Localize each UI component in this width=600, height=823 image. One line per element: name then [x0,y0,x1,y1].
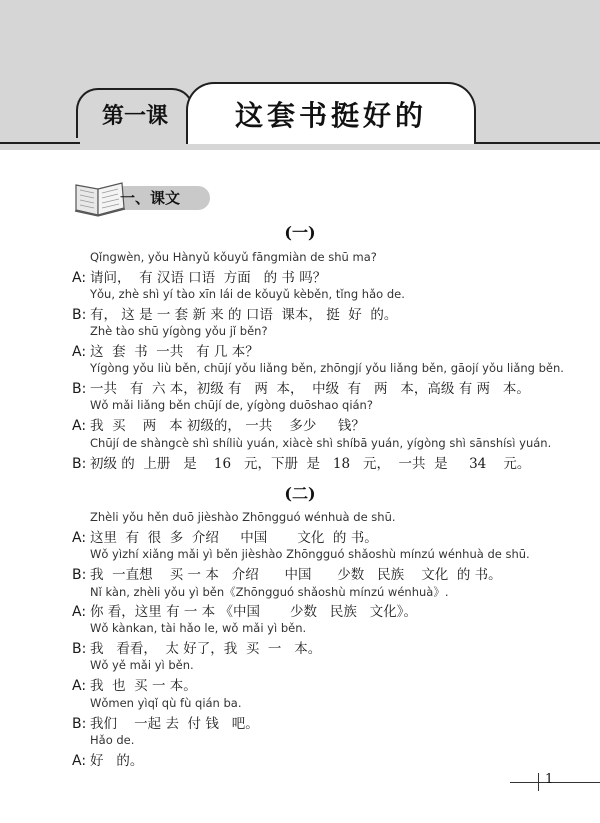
part-heading: (一) [284,223,316,242]
lesson-number-tab [76,88,194,138]
part-heading: (二) [284,484,316,503]
pinyin-line: Wǒ yìzhí xiǎng mǎi yì běn jièshào Zhōngguó shǎoshù mínzú wénhuà de shū. [90,547,530,561]
dialogue-line [72,414,365,434]
hanzi-text: 这 套 书 一共 有 几 本？ [90,344,259,360]
pinyin-line: Yǒu, zhè shì yí tào xīn lái de kǒuyǔ kèběn, tǐng hǎo de. [90,287,405,301]
dialogue-line [72,266,326,286]
header-rule-right [472,142,600,144]
hanzi-text: 我 买 两 本 初级的， 一共 多少 钱？ [90,418,365,434]
speaker-label: A: [72,270,87,286]
hanzi-text: 我们 一起 去 付 钱 吧。 [90,716,259,732]
dialogue-line [72,340,259,360]
dialogue-line [72,303,397,323]
dialogue-line [72,749,143,769]
lesson-title-tab [186,82,476,144]
dialogue-line [72,637,321,657]
hanzi-text: 这里 有 很 多 介绍 中国 文化 的 书。 [90,530,378,546]
dialogue-line [72,526,378,546]
pinyin-line: Chūjí de shàngcè shì shíliù yuán, xiàcè shì shíbā yuán, yígòng shì sānshísì yuán. [90,436,552,450]
pinyin-line: Zhè tào shū yígòng yǒu jǐ běn? [90,324,268,338]
speaker-label: A: [72,530,87,546]
hanzi-text: 我 一直想 买 一 本 介绍 中国 少数 民族 文化 的 书。 [90,567,502,583]
hanzi-text: 一共 有 六 本，初级 有 两 本， 中级 有 两 本，高级 有 两 本。 [90,381,530,397]
pinyin-line: Wǒ mǎi liǎng běn chūjí de, yígòng duōshao qián? [90,398,373,412]
hanzi-text: 好 的。 [90,753,144,769]
pinyin-line: Wǒmen yìqǐ qù fù qián ba. [90,696,242,710]
section-heading [72,175,212,219]
section-label: 一、课文 [120,189,181,207]
hanzi-text: 初级 的 上册 是 16 元，下册 是 18 元， 一共 是 34 元。 [90,456,531,472]
header-rule-left [0,142,80,144]
lesson-title: 这套书挺好的 [234,99,427,132]
footer-divider [538,773,539,791]
pinyin-line: Wǒ yě mǎi yì běn. [90,658,194,672]
pinyin-line: Qǐngwèn, yǒu Hànyǔ kǒuyǔ fāngmiàn de shū ma? [90,250,377,264]
speaker-label: A: [72,753,87,769]
hanzi-text: 有， 这 是 一 套 新 来 的 口语 课本， 挺 好 的。 [90,307,398,323]
hanzi-text: 你 看，这里 有 一 本 《中国 少数 民族 文化》。 [90,604,417,620]
hanzi-text: 我 也 买 一 本。 [90,678,197,694]
pinyin-line: Zhèli yǒu hěn duō jièshào Zhōngguó wénhuà de shū. [90,510,396,524]
speaker-label: B: [72,567,87,583]
footer-rule [510,782,600,783]
page-number: 1 [545,772,554,787]
speaker-label: A: [72,678,87,694]
speaker-label: A: [72,604,87,620]
dialogue-line [72,712,259,732]
pinyin-line: Wǒ kànkan, tài hǎo le, wǒ mǎi yì běn. [90,621,307,635]
speaker-label: B: [72,641,87,657]
speaker-label: B: [72,307,87,323]
dialogue-line [72,674,197,694]
hanzi-text: 请问， 有 汉语 口语 方面 的 书 吗？ [90,270,327,286]
dialogue-line [72,563,502,583]
dialogue-line [72,377,530,397]
speaker-label: B: [72,716,87,732]
dialogue-line [72,600,417,620]
speaker-label: A: [72,418,87,434]
pinyin-line: Nǐ kàn, zhèli yǒu yì běn《Zhōngguó shǎoshù mínzú wénhuà》. [90,585,449,599]
dialogue-line [72,452,530,472]
hanzi-text: 我 看看， 太 好了，我 买 一 本。 [90,641,322,657]
speaker-label: B: [72,381,87,397]
lesson-number: 第一课 [101,103,168,129]
pinyin-line: Yígòng yǒu liù běn, chūjí yǒu liǎng běn, zhōngjí yǒu liǎng běn, gāojí yǒu liǎng běn. [90,361,564,375]
speaker-label: A: [72,344,87,360]
speaker-label: B: [72,456,87,472]
pinyin-line: Hǎo de. [90,733,135,747]
